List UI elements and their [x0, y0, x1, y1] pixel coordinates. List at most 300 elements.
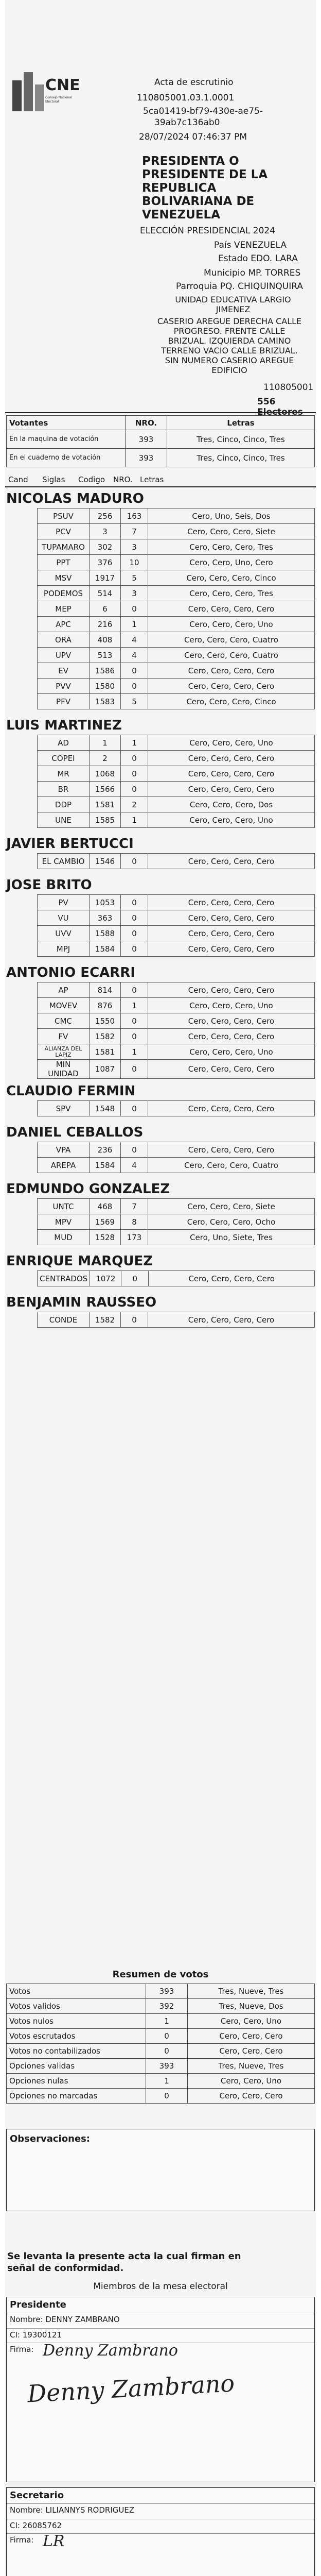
- votantes-header: Votantes: [7, 416, 126, 430]
- party-votes: 0: [121, 941, 148, 957]
- party-row: [38, 1013, 315, 1029]
- resumen-nro: 393: [146, 2059, 188, 2074]
- divider: [5, 412, 316, 413]
- party-row: [38, 782, 315, 797]
- votantes-cuaderno-label: En el cuaderno de votación: [7, 449, 126, 467]
- candidate-block: [5, 489, 316, 709]
- party-votes: 0: [121, 1013, 148, 1029]
- party-sigla: MIN UNIDAD: [38, 1060, 90, 1079]
- party-row: [38, 663, 315, 679]
- party-sigla: SPV: [38, 1101, 90, 1116]
- party-row: [38, 509, 315, 524]
- direccion-line-5: SIN NUMERO CASERIO AREGUE: [165, 355, 294, 365]
- party-votes-letras: Cero, Cero, Cero, Cero: [148, 679, 315, 694]
- party-votes-letras: Cero, Cero, Cero, Dos: [148, 797, 315, 812]
- party-votes-letras: Cero, Cero, Cero, Cero: [148, 1029, 315, 1044]
- party-row: [38, 926, 315, 941]
- party-votes: 4: [121, 632, 148, 648]
- party-codigo: 363: [90, 910, 121, 926]
- party-votes-letras: Cero, Cero, Cero, Cinco: [148, 694, 315, 709]
- party-votes-letras: Cero, Cero, Cero, Uno: [148, 617, 315, 632]
- resumen-label: Votos nulos: [7, 2014, 146, 2029]
- party-votes-letras: Cero, Cero, Cero, Uno: [148, 998, 315, 1013]
- acta-datetime: 28/07/2024 07:46:37 PM: [139, 132, 247, 142]
- resumen-letras: Cero, Cero, Uno: [188, 2074, 315, 2089]
- party-codigo: 1053: [90, 895, 121, 910]
- party-sigla: EL CAMBIO: [38, 854, 90, 869]
- municipio: Municipio MP. TORRES: [204, 268, 301, 278]
- member-ci: CI: 26085762: [10, 2521, 62, 2530]
- resumen-nro: 1: [146, 2014, 188, 2029]
- votantes-cuaderno-nro: 393: [126, 449, 167, 467]
- member-box: [6, 2297, 315, 2482]
- party-row: [38, 1101, 315, 1116]
- party-votes: 0: [121, 895, 148, 910]
- resumen-row: [7, 2089, 315, 2104]
- party-sigla: PFV: [38, 694, 90, 709]
- party-codigo: 408: [90, 632, 121, 648]
- party-row: [38, 941, 315, 957]
- election-name: ELECCIÓN PRESIDENCIAL 2024: [140, 226, 276, 236]
- resumen-title: Resumen de votos: [112, 1969, 209, 1980]
- party-votes: 1: [121, 617, 148, 632]
- party-sigla: BR: [38, 782, 90, 797]
- party-row: [38, 648, 315, 663]
- centro-line-1: UNIDAD EDUCATIVA LARGIO: [175, 295, 291, 304]
- party-votes: 0: [121, 663, 148, 679]
- candidate-block: [5, 1123, 316, 1173]
- resumen-letras: Cero, Cero, Cero: [188, 2029, 315, 2044]
- party-votes-letras: Cero, Cero, Cero, Cero: [148, 854, 315, 869]
- candidate-name: JOSE BRITO: [6, 877, 92, 893]
- party-codigo: 216: [90, 617, 121, 632]
- party-votes: 3: [121, 539, 148, 555]
- parroquia: Parroquia PQ. CHIQUINQUIRA: [176, 281, 303, 292]
- party-votes-letras: Cero, Cero, Cero, Cero: [148, 1013, 315, 1029]
- party-row: [38, 586, 315, 601]
- party-row: [38, 1271, 315, 1286]
- party-votes: 0: [121, 601, 148, 617]
- party-votes-letras: Cero, Cero, Cero, Cero: [148, 1142, 315, 1158]
- candidate-party-table: [37, 735, 315, 828]
- party-votes-letras: Cero, Cero, Cero, Cero: [148, 751, 315, 766]
- party-sigla: MSV: [38, 570, 90, 586]
- observaciones-label: Observaciones:: [10, 2133, 91, 2144]
- resumen-table: [6, 1984, 315, 2104]
- title-line-4: BOLIVARIANA DE: [142, 195, 255, 208]
- party-row: [38, 797, 315, 812]
- party-votes: 3: [121, 586, 148, 601]
- party-votes: 0: [121, 1060, 148, 1079]
- col-siglas: Siglas: [42, 475, 65, 484]
- title-line-1: PRESIDENTA O: [142, 155, 239, 168]
- party-codigo: 814: [90, 982, 121, 998]
- party-sigla: MR: [38, 766, 90, 782]
- party-codigo: 1528: [90, 1230, 121, 1245]
- party-votes-letras: Cero, Cero, Cero, Cero: [148, 982, 315, 998]
- party-row: [38, 679, 315, 694]
- resumen-letras: Tres, Nueve, Tres: [188, 2059, 315, 2074]
- party-sigla: PVV: [38, 679, 90, 694]
- member-signature-short: Denny Zambrano: [43, 2342, 178, 2360]
- direccion-line-1: CASERIO AREGUE DERECHA CALLE: [157, 316, 302, 326]
- resumen-letras: Cero, Cero, Uno: [188, 2014, 315, 2029]
- party-votes-letras: Cero, Cero, Cero, Tres: [148, 539, 315, 555]
- party-sigla: AD: [38, 735, 90, 751]
- centro-nombre: [148, 295, 318, 314]
- observaciones-box: [6, 2129, 315, 2211]
- party-codigo: 1581: [90, 1044, 121, 1060]
- resumen-label: Opciones validas: [7, 2059, 146, 2074]
- party-codigo: 1: [90, 735, 121, 751]
- party-votes: 2: [121, 797, 148, 812]
- divider: [5, 486, 316, 487]
- party-row: [38, 524, 315, 539]
- party-sigla: MPV: [38, 1214, 90, 1230]
- party-codigo: 3: [90, 524, 121, 539]
- party-codigo: 1548: [90, 1101, 121, 1116]
- party-sigla: PCV: [38, 524, 90, 539]
- party-votes-letras: Cero, Cero, Cero, Cero: [148, 601, 315, 617]
- resumen-letras: Cero, Cero, Cero: [188, 2044, 315, 2059]
- party-codigo: 1072: [90, 1271, 121, 1286]
- party-row: [38, 1142, 315, 1158]
- party-sigla: UNTC: [38, 1199, 90, 1214]
- acta-label: Acta de escrutinio: [154, 77, 234, 88]
- legal-text: [7, 2250, 311, 2274]
- party-codigo: 1585: [90, 812, 121, 828]
- party-sigla: VPA: [38, 1142, 90, 1158]
- party-votes: 7: [121, 524, 148, 539]
- candidate-name: BENJAMIN RAUSSEO: [6, 1295, 157, 1310]
- cne-logo-subtitle: Consejo Nacional Electoral: [45, 96, 72, 104]
- resumen-row: [7, 2014, 315, 2029]
- party-votes: 4: [121, 1158, 148, 1173]
- cne-logo-text: CNE: [45, 76, 80, 94]
- resumen-nro: 0: [146, 2044, 188, 2059]
- party-sigla: CMC: [38, 1013, 90, 1029]
- party-sigla: UPV: [38, 648, 90, 663]
- candidate-name: ENRIQUE MARQUEZ: [6, 1253, 153, 1269]
- resumen-nro: 393: [146, 1984, 188, 1999]
- candidate-block: [5, 1082, 316, 1116]
- party-sigla: PSUV: [38, 509, 90, 524]
- party-codigo: 1582: [90, 1312, 121, 1328]
- party-sigla: PODEMOS: [38, 586, 90, 601]
- party-row: [38, 1214, 315, 1230]
- party-codigo: 468: [90, 1199, 121, 1214]
- candidate-block: [5, 963, 316, 1079]
- party-row: [38, 601, 315, 617]
- party-codigo: 1584: [90, 941, 121, 957]
- member-role: Secretario: [10, 2490, 64, 2501]
- party-codigo: 256: [90, 509, 121, 524]
- party-votes: 8: [121, 1214, 148, 1230]
- party-sigla: CENTRADOS: [38, 1271, 90, 1286]
- party-sigla: VU: [38, 910, 90, 926]
- resumen-row: [7, 1999, 315, 2014]
- party-row: [38, 1199, 315, 1214]
- party-sigla: UVV: [38, 926, 90, 941]
- party-votes: 173: [121, 1230, 148, 1245]
- party-codigo: 236: [90, 1142, 121, 1158]
- party-row: [38, 570, 315, 586]
- party-votes-letras: Cero, Cero, Cero, Cuatro: [148, 648, 315, 663]
- centro-line-2: JIMENEZ: [216, 304, 251, 314]
- member-signature: Denny Zambrano: [26, 2369, 236, 2408]
- party-votes-letras: Cero, Cero, Uno, Cero: [148, 555, 315, 570]
- member-nombre: Nombre: LILIANNYS RODRIGUEZ: [10, 2505, 135, 2515]
- party-votes: 5: [121, 694, 148, 709]
- party-codigo: 1583: [90, 694, 121, 709]
- party-sigla: EV: [38, 663, 90, 679]
- party-votes: 0: [121, 1101, 148, 1116]
- col-nro: NRO.: [113, 475, 133, 484]
- member-ci: CI: 19300121: [10, 2330, 62, 2340]
- acta-hash-line1: 5ca01419-bf79-430e-ae75-: [143, 106, 263, 116]
- candidate-party-table: [37, 508, 315, 709]
- acta-hash-line2: 39ab7c136ab0: [154, 117, 220, 128]
- direccion-line-4: TERRENO VACIO CALLE BRIZUAL.: [161, 346, 298, 355]
- party-row: [38, 1158, 315, 1173]
- candidate-block: [5, 1293, 316, 1328]
- party-votes-letras: Cero, Cero, Cero, Cero: [148, 1312, 315, 1328]
- party-votes: 163: [121, 509, 148, 524]
- party-row: [38, 812, 315, 828]
- party-votes: 0: [121, 1029, 148, 1044]
- codigo-centro: 110805001: [263, 382, 314, 393]
- party-sigla: MOVEV: [38, 998, 90, 1013]
- party-sigla: AREPA: [38, 1158, 90, 1173]
- col-codigo: Codigo: [78, 475, 105, 484]
- party-votes-letras: Cero, Cero, Cero, Siete: [148, 1199, 315, 1214]
- centro-direccion: [139, 316, 320, 375]
- party-codigo: 1581: [90, 797, 121, 812]
- candidate-name: LUIS MARTINEZ: [6, 718, 122, 733]
- resumen-label: Votos validos: [7, 1999, 146, 2014]
- candidate-party-table: [37, 1198, 315, 1245]
- legal-line-2: señal de conformidad.: [7, 2263, 124, 2274]
- party-codigo: 1588: [90, 926, 121, 941]
- party-codigo: 1586: [90, 663, 121, 679]
- party-row: [38, 998, 315, 1013]
- party-votes: 0: [121, 1142, 148, 1158]
- party-votes: 0: [121, 926, 148, 941]
- party-votes: 4: [121, 648, 148, 663]
- party-codigo: 1580: [90, 679, 121, 694]
- resumen-nro: 392: [146, 1999, 188, 2014]
- party-row: [38, 1230, 315, 1245]
- votantes-maquina-letras: Tres, Cinco, Cinco, Tres: [167, 430, 315, 449]
- col-letras: Letras: [140, 475, 164, 484]
- candidate-block: [5, 716, 316, 828]
- party-codigo: 1582: [90, 1029, 121, 1044]
- resumen-label: Votos: [7, 1984, 146, 1999]
- party-votes-letras: Cero, Cero, Cero, Uno: [148, 735, 315, 751]
- party-votes-letras: Cero, Cero, Cero, Cero: [148, 910, 315, 926]
- resumen-letras: Tres, Nueve, Tres: [188, 1984, 315, 1999]
- party-codigo: 1087: [90, 1060, 121, 1079]
- candidate-party-table: [37, 1270, 315, 1286]
- resumen-row: [7, 1984, 315, 1999]
- party-sigla: MPJ: [38, 941, 90, 957]
- party-row: [38, 751, 315, 766]
- party-votes-letras: Cero, Cero, Cero, Cero: [148, 1101, 315, 1116]
- party-row: [38, 1312, 315, 1328]
- party-votes-letras: Cero, Cero, Cero, Cero: [148, 941, 315, 957]
- party-codigo: 876: [90, 998, 121, 1013]
- party-votes: 10: [121, 555, 148, 570]
- party-row: [38, 694, 315, 709]
- acta-number: 110805001.03.1.0001: [137, 93, 235, 103]
- candidate-party-table: [37, 1100, 315, 1116]
- party-sigla: MEP: [38, 601, 90, 617]
- party-votes-letras: Cero, Cero, Cero, Uno: [148, 812, 315, 828]
- party-votes: 0: [121, 679, 148, 694]
- party-codigo: 1550: [90, 1013, 121, 1029]
- member-firma-label: Firma:: [10, 2535, 34, 2545]
- party-votes-letras: Cero, Cero, Cero, Ocho: [148, 1214, 315, 1230]
- party-sigla: CONDE: [38, 1312, 90, 1328]
- direccion-line-3: BRIZUAL. IZQUIERDA CAMINO: [168, 336, 291, 346]
- estado: Estado EDO. LARA: [218, 253, 298, 264]
- party-sigla: PPT: [38, 555, 90, 570]
- candidate-block: [5, 835, 316, 869]
- party-row: [38, 766, 315, 782]
- member-role: Presidente: [10, 2299, 66, 2310]
- party-codigo: 6: [90, 601, 121, 617]
- party-codigo: 376: [90, 555, 121, 570]
- party-row: [38, 910, 315, 926]
- party-sigla: FV: [38, 1029, 90, 1044]
- party-votes: 5: [121, 570, 148, 586]
- party-votes-letras: Cero, Cero, Cero, Cuatro: [148, 632, 315, 648]
- title-line-2: PRESIDENTE DE LA: [142, 168, 268, 181]
- party-codigo: 302: [90, 539, 121, 555]
- party-votes: 1: [121, 1044, 148, 1060]
- direccion-line-6: EDIFICIO: [211, 365, 247, 375]
- party-votes-letras: Cero, Uno, Siete, Tres: [148, 1230, 315, 1245]
- party-sigla: AP: [38, 982, 90, 998]
- party-votes: 0: [121, 910, 148, 926]
- party-votes-letras: Cero, Cero, Cero, Cero: [148, 782, 315, 797]
- resumen-row: [7, 2044, 315, 2059]
- candidate-block: [5, 1180, 316, 1245]
- party-sigla: APC: [38, 617, 90, 632]
- party-sigla: PV: [38, 895, 90, 910]
- resumen-row: [7, 2059, 315, 2074]
- party-codigo: 513: [90, 648, 121, 663]
- member-firma-label: Firma:: [10, 2345, 34, 2354]
- party-row: [38, 632, 315, 648]
- party-codigo: 1917: [90, 570, 121, 586]
- party-row: [38, 1029, 315, 1044]
- party-votes-letras: Cero, Cero, Cero, Uno: [148, 1044, 315, 1060]
- votantes-table: [6, 415, 315, 467]
- party-votes-letras: Cero, Cero, Cero, Cero: [148, 766, 315, 782]
- col-cand: Cand: [8, 475, 28, 484]
- party-votes-letras: Cero, Uno, Seis, Dos: [148, 509, 315, 524]
- party-votes: 0: [121, 854, 148, 869]
- resumen-row: [7, 2074, 315, 2089]
- candidate-party-table: [37, 853, 315, 869]
- party-votes-letras: Cero, Cero, Cero, Cero: [148, 895, 315, 910]
- party-sigla: UNE: [38, 812, 90, 828]
- party-row: [38, 1060, 315, 1079]
- resumen-nro: 0: [146, 2029, 188, 2044]
- party-codigo: 1068: [90, 766, 121, 782]
- resumen-label: Votos escrutados: [7, 2029, 146, 2044]
- party-votes-letras: Cero, Cero, Cero, Siete: [148, 524, 315, 539]
- candidate-name: EDMUNDO GONZALEZ: [6, 1181, 170, 1197]
- party-row: [38, 735, 315, 751]
- acta-title: [142, 155, 268, 222]
- direccion-line-2: PROGRESO. FRENTE CALLE: [173, 326, 286, 336]
- candidate-name: NICOLAS MADURO: [6, 491, 144, 506]
- party-codigo: 1566: [90, 782, 121, 797]
- party-votes: 7: [121, 1199, 148, 1214]
- pais: País VENEZUELA: [214, 240, 287, 250]
- party-votes: 1: [121, 812, 148, 828]
- party-votes-letras: Cero, Cero, Cero, Cero: [148, 1060, 315, 1079]
- party-votes-letras: Cero, Cero, Cero, Cero: [148, 663, 315, 679]
- candidate-name: JAVIER BERTUCCI: [6, 836, 134, 852]
- resumen-nro: 1: [146, 2074, 188, 2089]
- party-codigo: 2: [90, 751, 121, 766]
- party-votes: 1: [121, 998, 148, 1013]
- party-row: [38, 1044, 315, 1060]
- member-signature-short: LR: [43, 2532, 65, 2550]
- party-votes: 0: [121, 782, 148, 797]
- party-votes-letras: Cero, Cero, Cero, Cuatro: [148, 1158, 315, 1173]
- votantes-maquina-nro: 393: [126, 430, 167, 449]
- party-votes: 0: [121, 1312, 148, 1328]
- title-line-5: VENEZUELA: [142, 208, 220, 222]
- party-votes-letras: Cero, Cero, Cero, Cero: [149, 1271, 315, 1286]
- divider: [7, 2328, 314, 2329]
- title-line-3: REPUBLICA: [142, 181, 217, 195]
- party-row: [38, 854, 315, 869]
- member-nombre: Nombre: DENNY ZAMBRANO: [10, 2315, 120, 2324]
- party-codigo: 1546: [90, 854, 121, 869]
- candidate-party-table: [37, 1312, 315, 1328]
- candidate-block: [5, 876, 316, 957]
- party-sigla: MUD: [38, 1230, 90, 1245]
- party-votes-letras: Cero, Cero, Cero, Cinco: [148, 570, 315, 586]
- party-row: [38, 617, 315, 632]
- candidate-party-table: [37, 1142, 315, 1173]
- resumen-row: [7, 2029, 315, 2044]
- member-box: [6, 2487, 315, 2576]
- members-title: Miembros de la mesa electoral: [93, 2281, 228, 2292]
- party-codigo: 514: [90, 586, 121, 601]
- resumen-letras: Cero, Cero, Cero: [188, 2089, 315, 2104]
- cne-logo: [11, 67, 80, 114]
- candidate-name: CLAUDIO FERMIN: [6, 1083, 136, 1099]
- party-sigla: ORA: [38, 632, 90, 648]
- party-row: [38, 539, 315, 555]
- party-votes: 1: [121, 735, 148, 751]
- party-votes-letras: Cero, Cero, Cero, Cero: [148, 926, 315, 941]
- party-votes-letras: Cero, Cero, Cero, Tres: [148, 586, 315, 601]
- candidate-block: [5, 1252, 316, 1286]
- candidate-name: ANTONIO ECARRI: [6, 965, 135, 980]
- votantes-cuaderno-letras: Tres, Cinco, Cinco, Tres: [167, 449, 315, 467]
- resumen-label: Opciones nulas: [7, 2074, 146, 2089]
- party-votes: 0: [121, 751, 148, 766]
- divider: [7, 2503, 314, 2504]
- party-votes: 0: [121, 766, 148, 782]
